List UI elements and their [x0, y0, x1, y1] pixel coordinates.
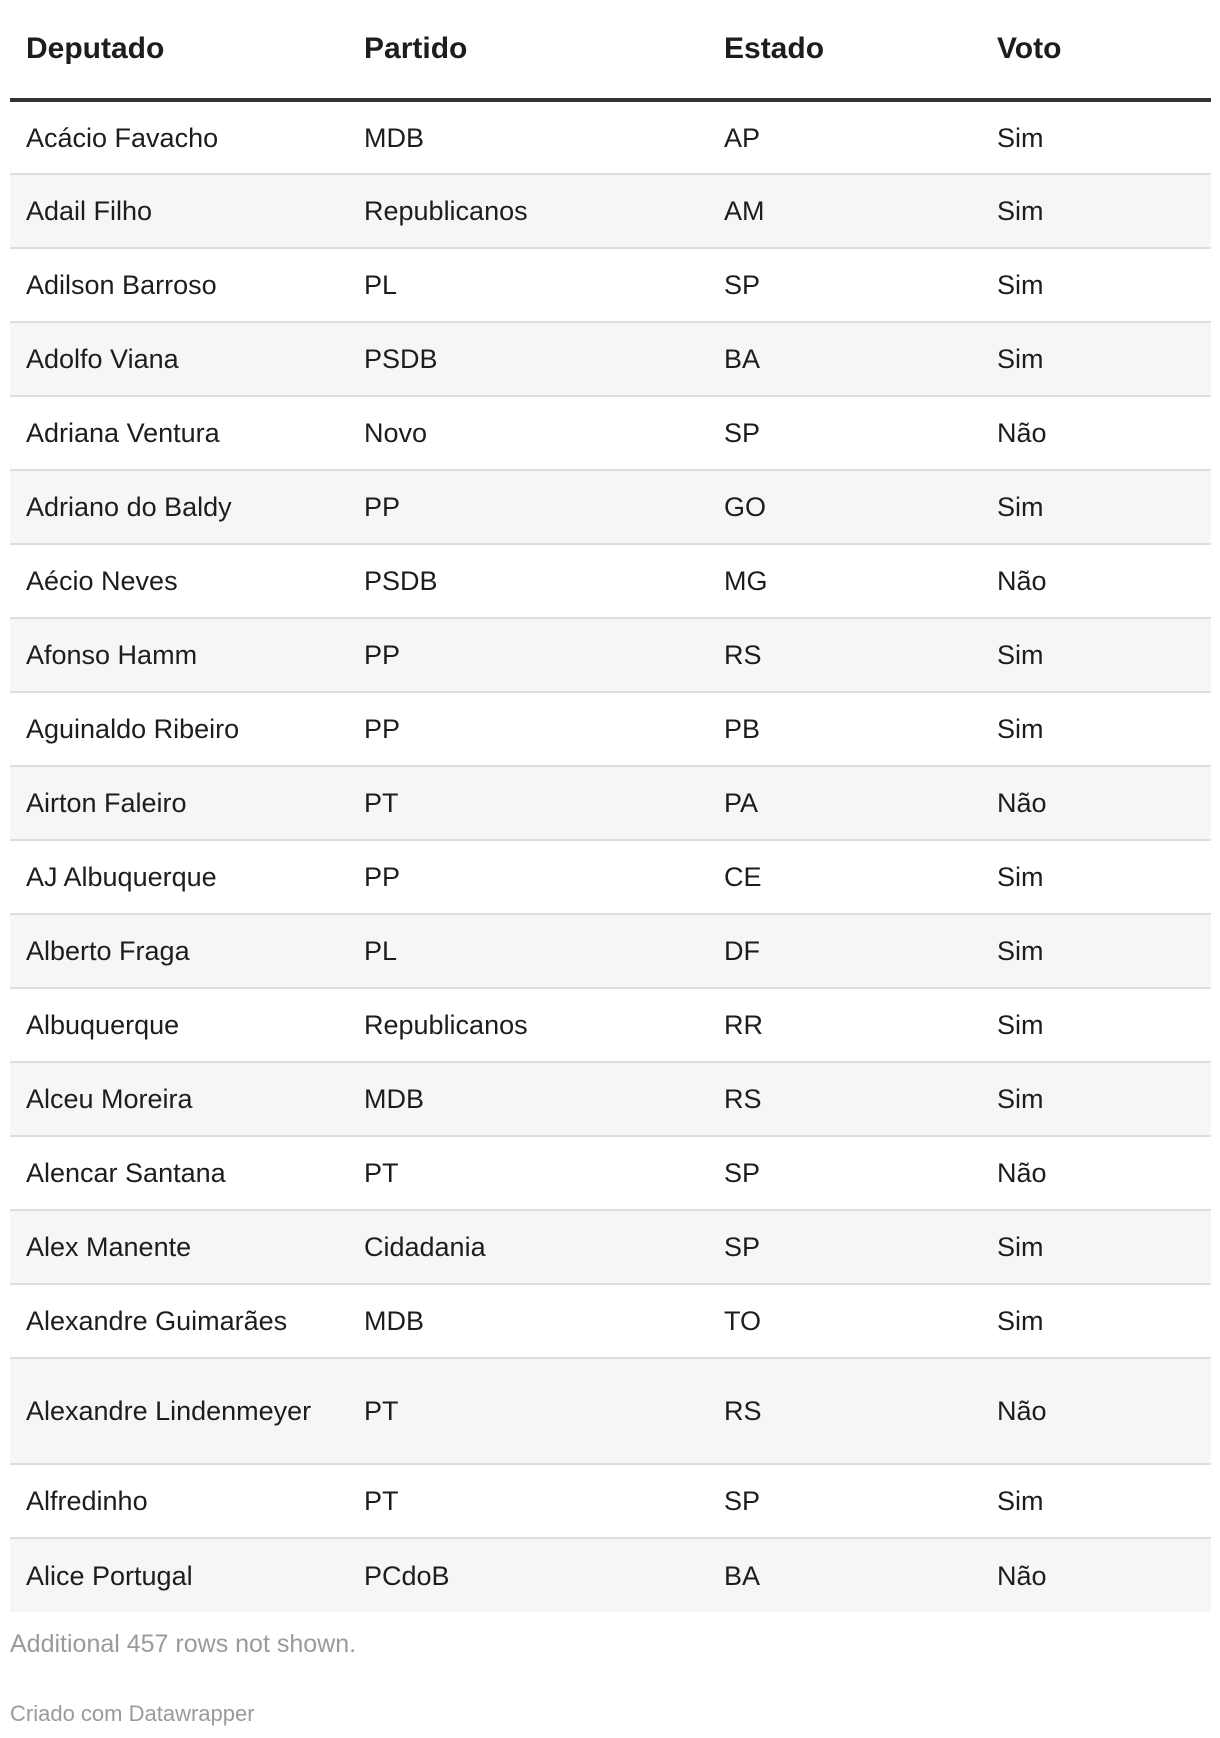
table-row: [10, 914, 1211, 988]
cell-partido: MDB: [348, 1062, 708, 1136]
cell-partido: PSDB: [348, 322, 708, 396]
cell-voto: Não: [981, 1136, 1211, 1210]
table-body: [10, 100, 1211, 1612]
table-row: [10, 1538, 1211, 1612]
cell-voto: Sim: [981, 322, 1211, 396]
table-notes: Additional 457 rows not shown.: [10, 1630, 357, 1658]
cell-voto: Não: [981, 396, 1211, 470]
column-header-partido[interactable]: Partido: [348, 0, 708, 100]
cell-estado: GO: [708, 470, 981, 544]
cell-voto: Sim: [981, 248, 1211, 322]
cell-voto: Sim: [981, 618, 1211, 692]
cell-partido: MDB: [348, 100, 708, 174]
cell-voto: Sim: [981, 100, 1211, 174]
cell-estado: RS: [708, 1062, 981, 1136]
cell-deputado: Alceu Moreira: [10, 1062, 348, 1136]
cell-estado: AM: [708, 174, 981, 248]
cell-voto: Sim: [981, 1464, 1211, 1538]
cell-deputado: Aécio Neves: [10, 544, 348, 618]
cell-deputado: Acácio Favacho: [10, 100, 348, 174]
cell-estado: AP: [708, 100, 981, 174]
table-row: [10, 1136, 1211, 1210]
cell-estado: RS: [708, 1358, 981, 1464]
cell-estado: CE: [708, 840, 981, 914]
cell-estado: PA: [708, 766, 981, 840]
table-header: [10, 0, 1211, 100]
cell-deputado: Alexandre Lindenmeyer: [10, 1358, 348, 1464]
cell-deputado: Adail Filho: [10, 174, 348, 248]
cell-voto: Sim: [981, 914, 1211, 988]
table-row: [10, 544, 1211, 618]
cell-partido: PT: [348, 1358, 708, 1464]
cell-voto: Sim: [981, 1284, 1211, 1358]
header-row: [10, 0, 1211, 100]
datawrapper-credit[interactable]: Criado com Datawrapper: [10, 1701, 255, 1726]
cell-voto: Não: [981, 1358, 1211, 1464]
cell-deputado: Alfredinho: [10, 1464, 348, 1538]
cell-partido: PP: [348, 618, 708, 692]
cell-deputado: Adilson Barroso: [10, 248, 348, 322]
cell-voto: Não: [981, 544, 1211, 618]
cell-deputado: Alex Manente: [10, 1210, 348, 1284]
table-container: [10, 0, 1220, 1727]
table-row: [10, 322, 1211, 396]
cell-deputado: Adolfo Viana: [10, 322, 348, 396]
cell-partido: Republicanos: [348, 988, 708, 1062]
table-row: [10, 618, 1211, 692]
cell-partido: PP: [348, 840, 708, 914]
deputies-vote-table: [10, 0, 1211, 1612]
cell-estado: DF: [708, 914, 981, 988]
cell-partido: PT: [348, 1136, 708, 1210]
cell-partido: PP: [348, 470, 708, 544]
cell-estado: RS: [708, 618, 981, 692]
table-row: [10, 1358, 1211, 1464]
table-row: [10, 988, 1211, 1062]
cell-deputado: Adriano do Baldy: [10, 470, 348, 544]
column-header-voto[interactable]: Voto: [981, 0, 1211, 100]
cell-estado: BA: [708, 322, 981, 396]
cell-estado: MG: [708, 544, 981, 618]
cell-voto: Não: [981, 1538, 1211, 1612]
table-row: [10, 692, 1211, 766]
cell-voto: Sim: [981, 840, 1211, 914]
cell-deputado: Albuquerque: [10, 988, 348, 1062]
cell-voto: Sim: [981, 174, 1211, 248]
cell-partido: PL: [348, 914, 708, 988]
cell-estado: SP: [708, 1210, 981, 1284]
cell-estado: RR: [708, 988, 981, 1062]
cell-voto: Sim: [981, 1210, 1211, 1284]
cell-partido: Novo: [348, 396, 708, 470]
cell-deputado: Alencar Santana: [10, 1136, 348, 1210]
cell-partido: PT: [348, 1464, 708, 1538]
table-row: [10, 396, 1211, 470]
cell-deputado: Adriana Ventura: [10, 396, 348, 470]
cell-partido: Republicanos: [348, 174, 708, 248]
column-header-deputado[interactable]: Deputado: [10, 0, 348, 100]
table-row: [10, 1284, 1211, 1358]
cell-partido: PT: [348, 766, 708, 840]
cell-partido: PCdoB: [348, 1538, 708, 1612]
cell-deputado: Afonso Hamm: [10, 618, 348, 692]
table-row: [10, 1062, 1211, 1136]
cell-partido: MDB: [348, 1284, 708, 1358]
cell-voto: Sim: [981, 692, 1211, 766]
table-row: [10, 766, 1211, 840]
cell-voto: Sim: [981, 988, 1211, 1062]
cell-deputado: Aguinaldo Ribeiro: [10, 692, 348, 766]
cell-partido: PSDB: [348, 544, 708, 618]
column-header-estado[interactable]: Estado: [708, 0, 981, 100]
table-row: [10, 1210, 1211, 1284]
table-row: [10, 840, 1211, 914]
cell-deputado: Airton Faleiro: [10, 766, 348, 840]
cell-estado: BA: [708, 1538, 981, 1612]
cell-partido: Cidadania: [348, 1210, 708, 1284]
cell-voto: Sim: [981, 1062, 1211, 1136]
cell-voto: Sim: [981, 470, 1211, 544]
cell-estado: SP: [708, 1464, 981, 1538]
cell-estado: PB: [708, 692, 981, 766]
table-row: [10, 470, 1211, 544]
cell-deputado: Alice Portugal: [10, 1538, 348, 1612]
table-row: [10, 1464, 1211, 1538]
cell-estado: SP: [708, 1136, 981, 1210]
cell-estado: SP: [708, 396, 981, 470]
cell-deputado: Alberto Fraga: [10, 914, 348, 988]
table-row: [10, 248, 1211, 322]
cell-deputado: AJ Albuquerque: [10, 840, 348, 914]
cell-voto: Não: [981, 766, 1211, 840]
table-row: [10, 100, 1211, 174]
cell-partido: PL: [348, 248, 708, 322]
cell-deputado: Alexandre Guimarães: [10, 1284, 348, 1358]
cell-partido: PP: [348, 692, 708, 766]
table-row: [10, 174, 1211, 248]
cell-estado: TO: [708, 1284, 981, 1358]
cell-estado: SP: [708, 248, 981, 322]
